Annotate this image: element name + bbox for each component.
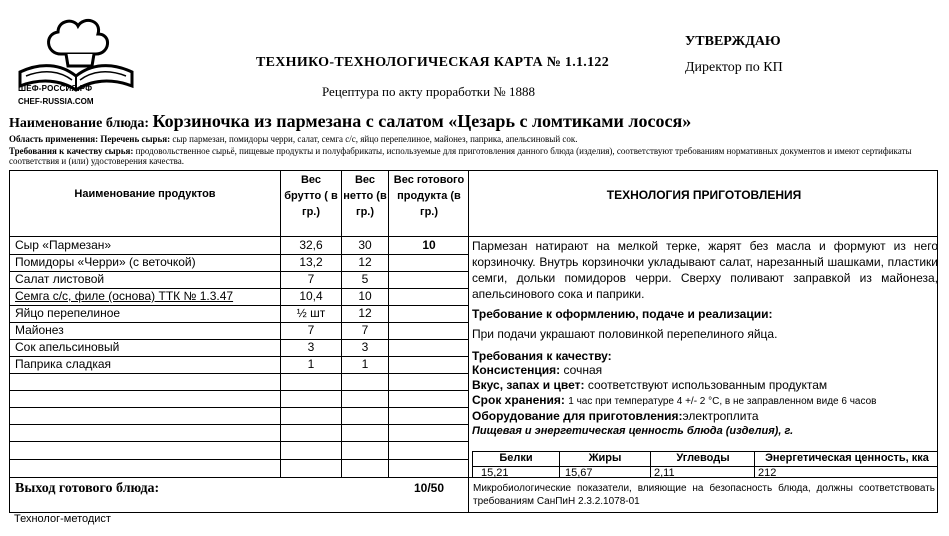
ingredient-name: Сыр «Пармезан» xyxy=(15,238,112,252)
ingredient-name: Сок апельсиновый xyxy=(15,340,120,354)
ingredient-brutto: 32,6 xyxy=(299,238,323,252)
equipment-value: электроплита xyxy=(682,409,759,423)
output-value: 10/50 xyxy=(413,481,445,495)
recipe-subtitle: Рецептура по акту проработки № 1888 xyxy=(322,84,535,99)
consistency-label: Консистенция: xyxy=(472,363,561,377)
ingredient-name: Салат листовой xyxy=(15,272,105,286)
ingredient-brutto: ½ шт xyxy=(296,306,326,320)
ingredient-netto: 10 xyxy=(358,289,372,303)
director-label: Директор по КП xyxy=(685,60,783,75)
output-label: Выход готового блюда: xyxy=(15,481,160,496)
dish-name: Корзиночка из пармезана с салатом «Цезарь с ломтиками лосося» xyxy=(152,111,692,131)
nutrition-header-carbs: Углеводы xyxy=(676,452,730,464)
ingredient-netto: 12 xyxy=(358,306,372,320)
nutrition-header-energy: Энергетическая ценность, кка xyxy=(765,452,929,464)
ingredient-netto: 1 xyxy=(361,357,369,371)
area-label: Область применения: xyxy=(9,134,99,144)
taste-value: соответствуют использованным продуктам xyxy=(587,378,828,392)
nutrition-header-fat: Жиры xyxy=(588,452,622,464)
dish-name-line xyxy=(9,111,691,132)
nutrition-value-fat: 15,67 xyxy=(565,467,593,479)
nutrition-header-protein: Белки xyxy=(499,452,533,464)
equipment-label: Оборудование для приготовления: xyxy=(472,409,683,423)
storage-label: Срок хранения: xyxy=(472,393,565,407)
ingredient-brutto: 10,4 xyxy=(299,289,323,303)
dish-label: Наименование блюда: xyxy=(9,116,149,131)
yield-value: 10 xyxy=(422,238,436,252)
col-header-brutto: Вес брутто ( в гр.) xyxy=(284,174,338,218)
logo-caption-en: CHEF-RUSSIA.COM xyxy=(18,97,94,106)
card-title: ТЕХНИКО-ТЕХНОЛОГИЧЕСКАЯ КАРТА № 1.1.122 xyxy=(256,55,610,70)
logo-caption-ru: ШЕФ-РОССИЯ.РФ xyxy=(18,84,93,93)
technology-section xyxy=(472,238,938,438)
ingredient-name-linked: Семга с/с, филе (основа) ТТК № 1.3.47 xyxy=(15,289,234,303)
nutrition-value-protein: 15,21 xyxy=(481,467,509,479)
col-header-technology: ТЕХНОЛОГИЯ ПРИГОТОВЛЕНИЯ xyxy=(606,188,802,202)
ingredient-netto: 5 xyxy=(361,272,369,286)
microbiology-note: Микробиологические показатели, влияющие на безопасность блюда, должны соответствовать требованиям СанПиН 2.3.2.1078-01 xyxy=(473,483,935,507)
ingredient-brutto: 7 xyxy=(307,272,315,286)
serving-title: Требование к оформлению, подаче и реализации: xyxy=(472,307,773,321)
ingredient-netto: 7 xyxy=(361,323,369,337)
col-header-netto: Вес нетто (в гр.) xyxy=(343,174,387,218)
nutrition-title: Пищевая и энергетическая ценность блюда (изделия), г. xyxy=(472,425,794,437)
raw-list-text: сыр пармезан, помидоры черри, салат, семга с/с, яйцо перепелиное, майонез, паприка, апельсиновый сок. xyxy=(172,134,578,144)
ingredient-brutto: 13,2 xyxy=(299,255,323,269)
col-header-name: Наименование продуктов xyxy=(74,188,216,200)
ingredient-name: Помидоры «Черри» (с веточкой) xyxy=(15,255,196,269)
process-text: Пармезан натирают на мелкой терке, жарят без масла и формуют из него корзиночку. Внутрь корзиночки укладывают салат, нарезанный шашками, пластики семги, дольки помидоров черри. Сверху поливают заправкой из майонеза, апельсинового сока и паприки. xyxy=(472,239,938,301)
approval-label: УТВЕРЖДАЮ xyxy=(685,34,781,49)
ingredient-netto: 3 xyxy=(361,340,369,354)
ingredient-brutto: 7 xyxy=(307,323,315,337)
ingredient-brutto: 3 xyxy=(307,340,315,354)
quality-label: Требования к качеству сырья: xyxy=(9,146,134,156)
application-area xyxy=(9,134,929,144)
ingredient-netto: 12 xyxy=(358,255,372,269)
col-header-yield: Вес готового продукта (в гр.) xyxy=(393,174,465,218)
ingredient-name: Майонез xyxy=(15,323,64,337)
raw-quality-requirements xyxy=(9,146,929,166)
raw-list-label: Перечень сырья: xyxy=(100,134,171,144)
taste-label: Вкус, запах и цвет: xyxy=(472,378,585,392)
serving-text: При подачи украшают половинкой перепелиного яйца. xyxy=(472,327,778,341)
technologist-signature: Технолог-методист xyxy=(14,513,111,525)
consistency-value: сочная xyxy=(563,363,603,377)
ingredient-brutto: 1 xyxy=(307,357,315,371)
chef-hat-book-logo xyxy=(16,14,134,110)
ingredient-netto: 30 xyxy=(358,238,372,252)
quality-requirements-title: Требования к качеству: xyxy=(472,349,612,363)
storage-value: 1 час при температуре 4 +/- 2 °С, в не заправленном виде 6 часов xyxy=(568,396,877,407)
nutrition-value-energy: 212 xyxy=(758,467,777,479)
quality-text: продовольственное сырьё, пищевые продукты и полуфабрикаты, используемые для приготовления данного блюда (изделия), соответствуют требованиям нормативных документов и имеют сертификаты соответствия и (или) удостоверения качества. xyxy=(9,146,912,166)
ingredient-name: Яйцо перепелиное xyxy=(15,306,121,320)
ingredient-name: Паприка сладкая xyxy=(15,357,112,371)
nutrition-value-carbs: 2,11 xyxy=(654,467,675,479)
